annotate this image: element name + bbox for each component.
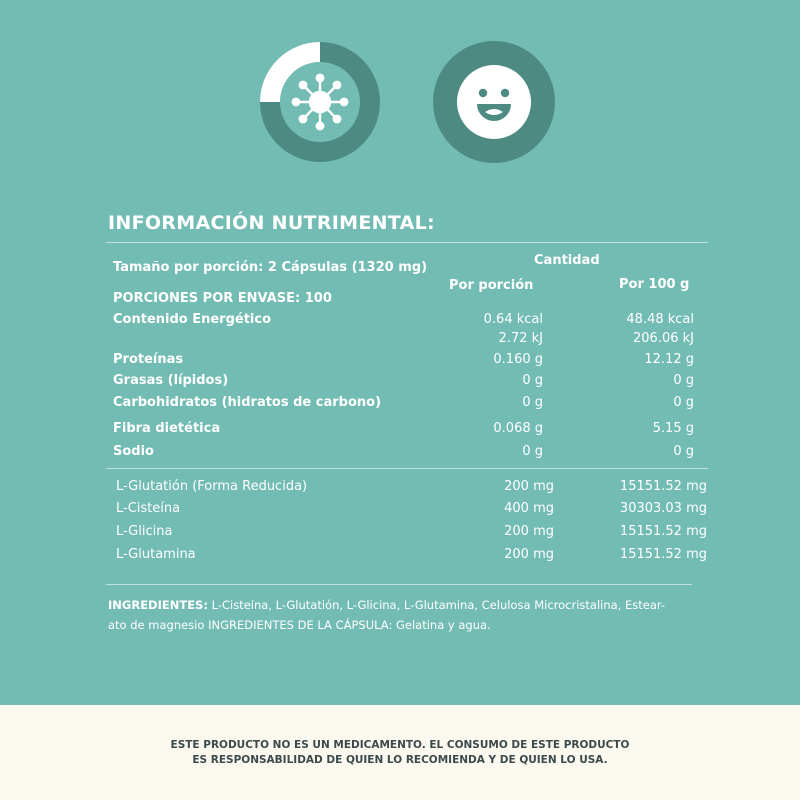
cysteine-per-serving: 400 mg xyxy=(504,501,554,516)
per-100g-header: Por 100 g xyxy=(619,277,690,292)
ingredients-text xyxy=(108,595,708,635)
fiber-per-100g: 5.15 g xyxy=(652,421,694,436)
ingredients-line-1: L-Cisteína, L-Glutatión, L-Glicina, L-Glutamina, Celulosa Microcristalina, Estear- xyxy=(207,598,666,612)
sodium-per-serving: 0 g xyxy=(522,444,543,459)
glutathione-per-100g: 15151.52 mg xyxy=(619,479,707,494)
sodium-per-100g: 0 g xyxy=(673,444,694,459)
glycine-per-100g: 15151.52 mg xyxy=(619,524,707,539)
energy-per-100g-kj: 206.06 kJ xyxy=(633,331,694,346)
title-divider xyxy=(106,242,708,243)
virus-progress-ring-icon xyxy=(258,40,382,164)
disclaimer xyxy=(0,738,800,768)
cysteine-per-100g: 30303.03 mg xyxy=(619,501,707,516)
fat-per-serving: 0 g xyxy=(522,373,543,388)
disclaimer-line-2: ES RESPONSABILIDAD DE QUIEN LO RECOMIENDA Y DE QUIEN LO USA. xyxy=(192,754,608,766)
energy-per-100g-kcal: 48.48 kcal xyxy=(626,312,694,327)
page-title: INFORMACIÓN NUTRIMENTAL: xyxy=(108,212,435,234)
glutamine-per-100g: 15151.52 mg xyxy=(619,547,707,562)
smiley-ring-icon xyxy=(432,40,556,164)
amino-label-glycine: L-Glicina xyxy=(116,524,173,539)
nutrient-label-sodium: Sodio xyxy=(113,444,154,459)
serving-size-label: Tamaño por porción: 2 Cápsulas (1320 mg) xyxy=(113,260,428,275)
quantity-header: Cantidad xyxy=(534,253,600,268)
glutamine-per-serving: 200 mg xyxy=(504,547,554,562)
nutrient-label-protein: Proteínas xyxy=(113,352,184,367)
fiber-per-serving: 0.068 g xyxy=(493,421,543,436)
glutathione-per-serving: 200 mg xyxy=(504,479,554,494)
carbs-per-serving: 0 g xyxy=(522,395,543,410)
per-serving-header: Por porción xyxy=(449,278,534,293)
nutrient-label-fiber: Fibra dietética xyxy=(113,421,221,436)
protein-per-100g: 12.12 g xyxy=(644,352,694,367)
servings-per-container: PORCIONES POR ENVASE: 100 xyxy=(113,291,332,306)
disclaimer-line-1: ESTE PRODUCTO NO ES UN MEDICAMENTO. EL CONSUMO DE ESTE PRODUCTO xyxy=(170,739,630,751)
carbs-per-100g: 0 g xyxy=(673,395,694,410)
glycine-per-serving: 200 mg xyxy=(504,524,554,539)
nutrient-label-energy: Contenido Energético xyxy=(113,312,272,327)
amino-label-glutathione: L-Glutatión (Forma Reducida) xyxy=(116,479,308,494)
ingredients-line-2: ato de magnesio INGREDIENTES DE LA CÁPSULA: Gelatina y agua. xyxy=(108,618,491,632)
protein-per-serving: 0.160 g xyxy=(493,352,543,367)
nutrient-label-fat: Grasas (lípidos) xyxy=(113,373,229,388)
energy-per-serving-kj: 2.72 kJ xyxy=(498,331,543,346)
fat-per-100g: 0 g xyxy=(673,373,694,388)
amino-label-cysteine: L-Cisteína xyxy=(116,501,181,516)
nutrients-divider xyxy=(106,468,708,469)
nutrient-label-carbs: Carbohidratos (hidratos de carbono) xyxy=(113,395,382,410)
amino-divider xyxy=(106,584,692,585)
ingredients-heading: INGREDIENTES: xyxy=(108,598,208,612)
amino-label-glutamine: L-Glutamina xyxy=(116,547,196,562)
energy-per-serving-kcal: 0.64 kcal xyxy=(483,312,543,327)
